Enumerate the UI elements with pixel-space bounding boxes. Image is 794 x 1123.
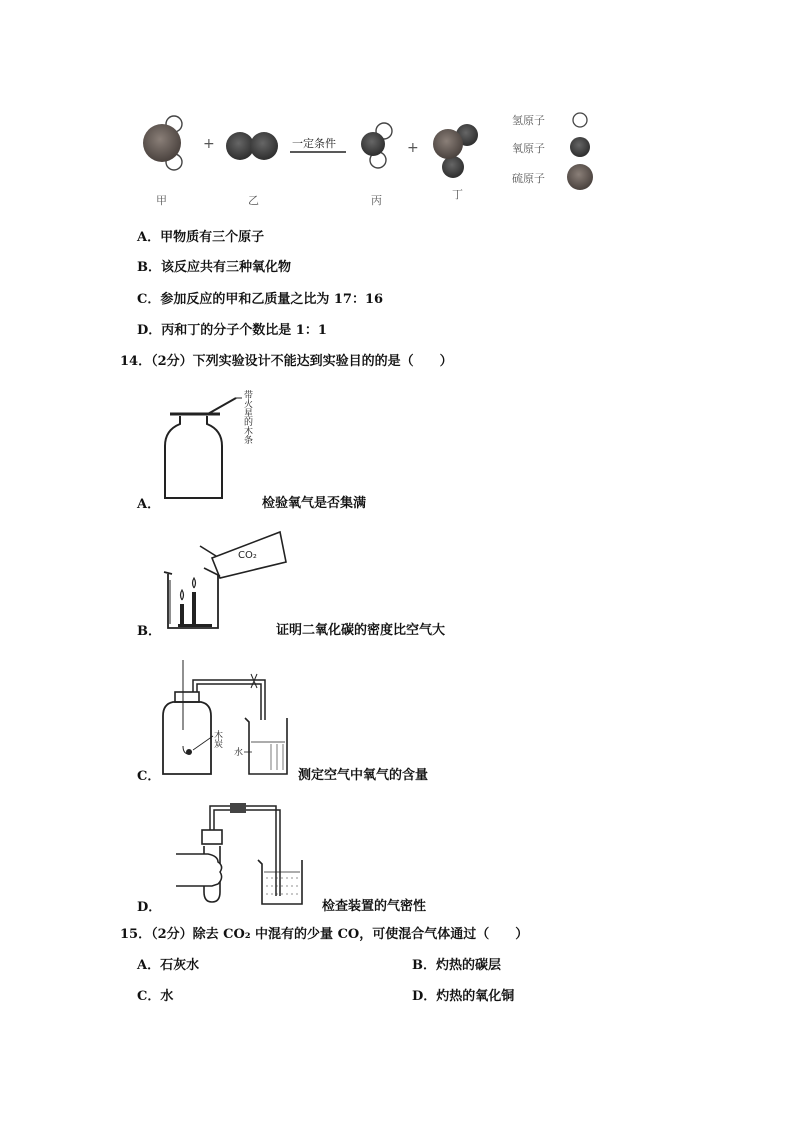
q14-option-d-letter: D． (137, 900, 162, 915)
q15-option-a: A．石灰水 (137, 958, 200, 973)
legend-sulfur-label: 硫原子 (512, 172, 545, 185)
q15-option-d: D．灼热的氧化铜 (412, 989, 515, 1004)
q14-option-c-letter: C． (137, 769, 161, 784)
reaction-diagram (130, 100, 610, 210)
label-jia: 甲 (156, 194, 167, 207)
plus-sign: + (203, 136, 215, 152)
q15-option-b: B．灼热的碳层 (412, 958, 501, 973)
figure-oxygen-test (150, 388, 260, 506)
q14-option-a-caption: 检验氧气是否集满 (262, 496, 367, 511)
label-bing: 丙 (371, 194, 382, 207)
q14-option-c-caption: 测定空气中氧气的含量 (298, 768, 429, 783)
molecule-jia (143, 116, 182, 170)
figure-airtightness (168, 800, 318, 912)
molecule-ding (433, 124, 478, 178)
q14-option-d-caption: 检查装置的气密性 (322, 899, 427, 914)
plus-sign: + (407, 140, 419, 156)
reaction-condition: 一定条件 (292, 137, 336, 150)
q13-option-b: B．该反应共有三种氧化物 (137, 260, 291, 275)
q14-stem: 14．（2分）下列实验设计不能达到实验目的的是（ ） (120, 354, 453, 369)
q14-option-b-caption: 证明二氧化碳的密度比空气大 (276, 623, 446, 638)
legend-oxygen-label: 氧原子 (512, 142, 545, 155)
q14-option-b-letter: B． (137, 624, 161, 639)
figure-co2-density (160, 528, 290, 636)
water-label: 水 (234, 748, 244, 758)
carbon-label: 木炭 (212, 730, 222, 748)
q13-option-c: C．参加反应的甲和乙质量之比为 17：16 (137, 292, 384, 307)
co2-bottle-label: CO₂ (238, 550, 257, 561)
label-yi: 乙 (248, 194, 259, 207)
q13-option-a: A．甲物质有三个原子 (137, 230, 265, 245)
molecule-yi (226, 132, 278, 160)
molecule-bing (361, 123, 392, 168)
q15-stem: 15．（2分）除去 CO₂ 中混有的少量 CO，可使混合气体通过（ ） (120, 927, 529, 942)
label-ding: 丁 (452, 188, 463, 201)
legend-hydrogen-label: 氢原子 (512, 114, 545, 127)
atom-legend (512, 113, 593, 190)
q15-option-c: C．水 (137, 989, 174, 1004)
q14-option-a-letter: A． (137, 497, 161, 512)
splint-label: 带火星的木条 (242, 390, 252, 444)
q13-option-d: D．丙和丁的分子个数比是 1：1 (137, 323, 327, 338)
figure-oxygen-content (155, 658, 305, 782)
